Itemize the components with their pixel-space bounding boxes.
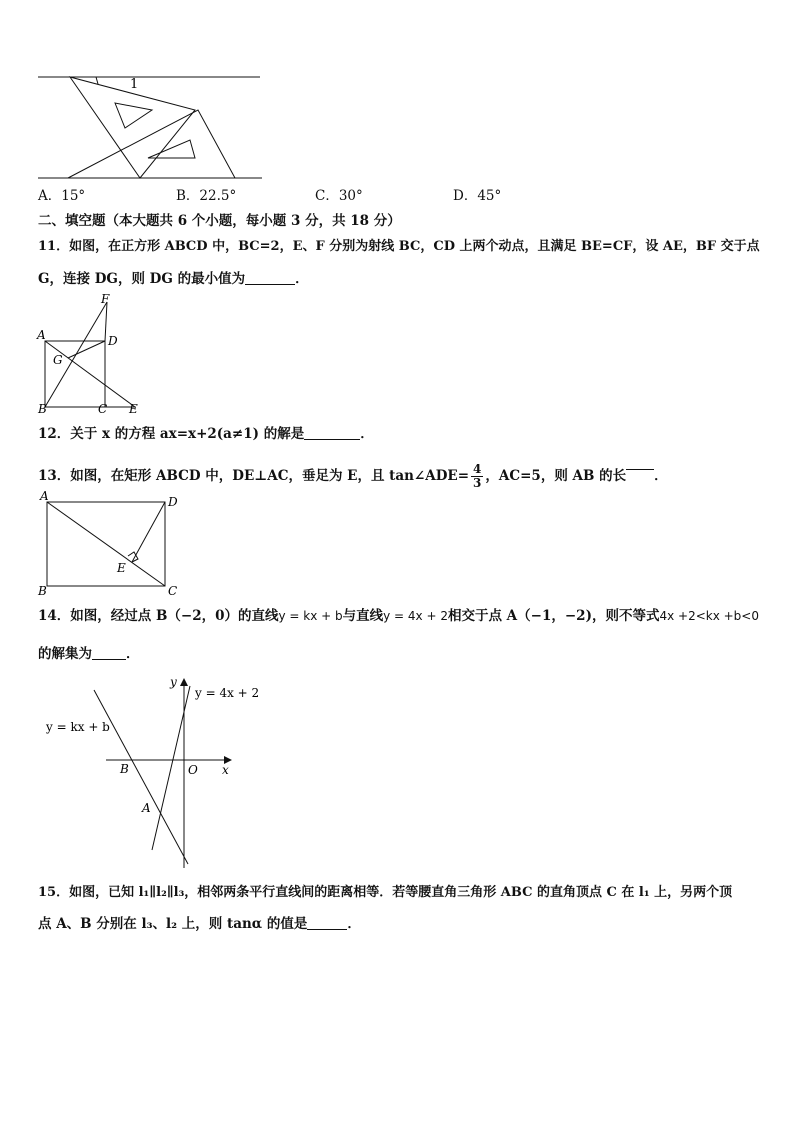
q14-text-a: 14．如图，经过点 B（−2，0）的直线: [38, 608, 279, 624]
segment-ae: [45, 341, 135, 407]
q11-line2-end: ．: [295, 271, 309, 287]
q10-option-a[interactable]: A．15°: [38, 188, 86, 204]
q11-answer-blank[interactable]: [245, 270, 295, 285]
q14-line2-text: 的解集为: [38, 646, 92, 662]
q12-question: 12．关于 x 的方程 ax=x+2(a≠1) 的解是: [38, 426, 305, 442]
angle-mark: [96, 77, 98, 84]
fraction-denominator: 3: [473, 476, 482, 490]
segment-df: [105, 302, 107, 341]
q15-line2-text: 点 A、B 分别在 l₃、l₂ 上，则 tanα 的值是: [38, 916, 308, 932]
label-e: E: [129, 402, 138, 416]
q13-fraction: [471, 463, 483, 490]
q10-option-d[interactable]: D．45°: [453, 188, 502, 204]
label-o: O: [188, 763, 198, 777]
set-square-1: [70, 77, 195, 178]
set-square-2: [68, 110, 235, 178]
q13-question: 13．如图，在矩形 ABCD 中，DE⊥AC，垂足为 E，且 tan∠ADE=: [38, 468, 470, 484]
q12-answer-blank[interactable]: [304, 425, 360, 440]
label-b: B: [120, 762, 129, 776]
q15-line1: 15．如图，已知 l₁∥l₂∥l₃，相邻两条平行直线间的距离相等．若等腰直角三角形 ABC 的直角顶点 C 在 l₁ 上，另两个顶: [38, 885, 733, 900]
section-heading: 二、填空题（本大题共 6 个小题，每小题 3 分，共 18 分）: [38, 213, 401, 229]
q13-answer-blank[interactable]: [626, 455, 654, 470]
label-b: B: [38, 402, 47, 416]
q13-end: ．: [654, 468, 668, 484]
q13-question-cont: ，AC=5，则 AB 的长: [485, 468, 627, 484]
q15-line2-end: ．: [347, 916, 361, 932]
label-x: x: [222, 763, 229, 777]
label-e: E: [117, 561, 126, 575]
q10-figure: [30, 70, 270, 182]
square-abcd: [45, 341, 105, 407]
q13-figure: [34, 490, 184, 600]
segment-dg: [68, 341, 105, 358]
label-g: G: [53, 353, 63, 367]
q14-answer-blank[interactable]: [92, 645, 126, 660]
fraction-numerator: 4: [473, 462, 482, 476]
label-y: y: [170, 675, 177, 689]
set-square-2-hole: [148, 140, 195, 158]
q14-formula-2: y = 4x + 2: [383, 609, 448, 623]
label-c: C: [168, 584, 178, 598]
angle-label-1: 1: [130, 77, 139, 92]
q11-line2: [38, 270, 309, 288]
y-axis-arrow: [180, 678, 188, 686]
q15-line2: [38, 915, 361, 933]
q14-formula-3: 4x +2<kx +b<0: [659, 609, 759, 623]
q10-option-b[interactable]: B．22.5°: [176, 188, 237, 204]
line-kx-plus-b: [94, 690, 188, 864]
segment-de: [132, 502, 165, 562]
q13-text: [38, 455, 668, 489]
label-line-4x-plus-2: y = 4x + 2: [195, 686, 260, 700]
q11-line2-text: G，连接 DG，则 DG 的最小值为: [38, 271, 246, 287]
diagonal-ac: [47, 502, 165, 586]
label-b: B: [38, 584, 47, 598]
q14-text-b: 与直线: [342, 608, 384, 624]
set-square-1-hole: [115, 103, 152, 128]
q11-figure: [34, 292, 144, 416]
label-a: A: [37, 328, 46, 342]
q14-formula-1: y = kx + b: [278, 609, 343, 623]
q14-line2: [38, 645, 140, 663]
label-a: A: [40, 490, 49, 503]
label-f: F: [101, 292, 110, 306]
label-a: A: [142, 801, 151, 815]
q14-line1: [38, 607, 759, 625]
q10-option-c[interactable]: C．30°: [315, 188, 363, 204]
label-d: D: [108, 334, 118, 348]
q15-answer-blank[interactable]: [307, 915, 347, 930]
q14-line2-end: ．: [126, 646, 140, 662]
q12-end: ．: [360, 426, 374, 442]
q12-text: [38, 425, 374, 443]
label-d: D: [168, 495, 178, 509]
label-c: C: [98, 402, 108, 416]
q14-figure: [40, 672, 260, 874]
label-line-kx-plus-b: y = kx + b: [46, 720, 110, 734]
q14-text-c: 相交于点 A（−1，−2)，则不等式: [447, 608, 660, 624]
q11-line1: 11．如图，在正方形 ABCD 中，BC=2，E、F 分别为射线 BC，CD 上两个动点，且满足 BE=CF，设 AE，BF 交于点: [38, 239, 760, 254]
